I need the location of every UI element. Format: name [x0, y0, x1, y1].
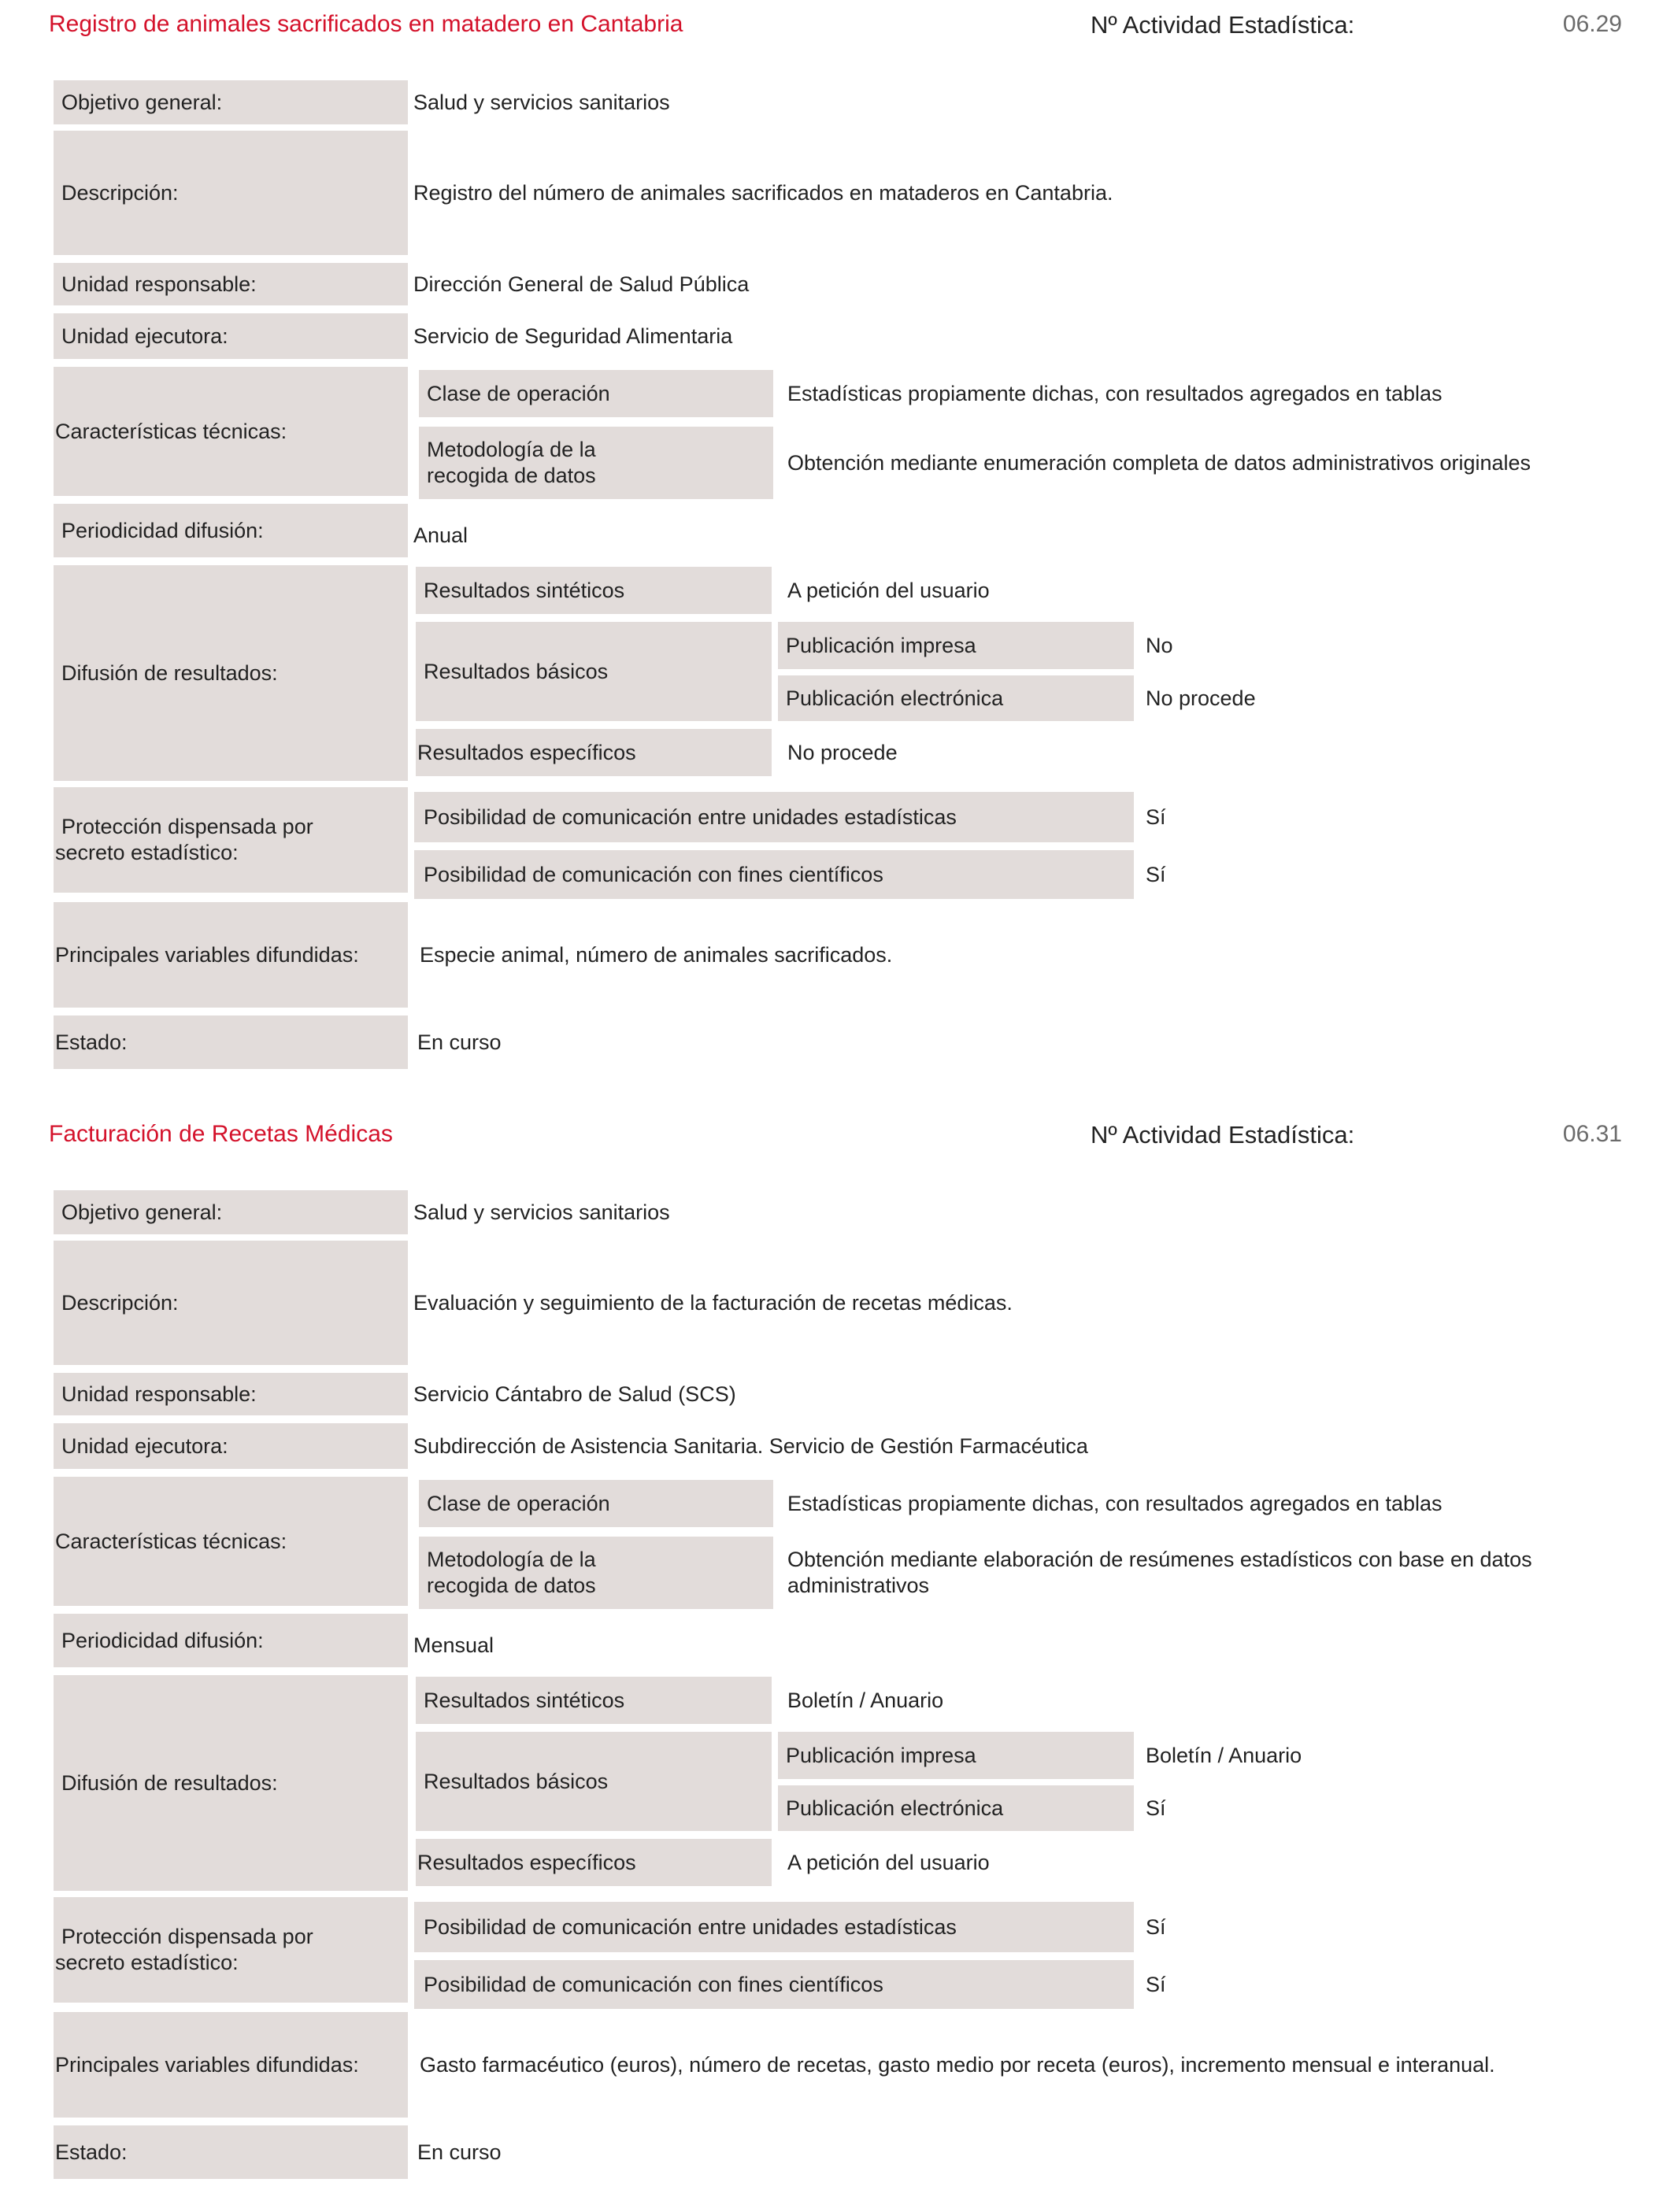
- publicacion-impresa-value: No: [1146, 633, 1173, 657]
- estado-label: Estado:: [54, 1015, 408, 1069]
- unidad-responsable-value: Servicio Cántabro de Salud (SCS): [413, 1382, 736, 1406]
- clase-operacion-value: Estadísticas propiamente dichas, con resultados agregados en tablas: [787, 1491, 1443, 1515]
- unidad-ejecutora-label: Unidad ejecutora:: [54, 313, 408, 359]
- estado-label: Estado:: [54, 2125, 408, 2179]
- unidad-ejecutora-value: Subdirección de Asistencia Sanitaria. Servicio de Gestión Farmacéutica: [413, 1433, 1088, 1458]
- publicacion-electronica-label: Publicación electrónica: [778, 675, 1134, 721]
- descripcion-label: Descripción:: [54, 131, 408, 255]
- proteccion-label-line-1: Protección dispensada por: [61, 815, 313, 838]
- activity-number: 06.29: [1562, 11, 1622, 37]
- publicacion-impresa-label: Publicación impresa: [778, 622, 1134, 669]
- estado-value: En curso: [417, 2140, 502, 2164]
- estado-value: En curso: [417, 1030, 502, 1054]
- unidad-responsable-label: Unidad responsable:: [54, 263, 408, 305]
- caracteristicas-label: Características técnicas:: [54, 1477, 408, 1606]
- proteccion-label-line-2: secreto estadístico:: [55, 1951, 239, 1974]
- variables-value: Gasto farmacéutico (euros), número de recetas, gasto medio por receta (euros), incremento mensual e interanual.: [420, 2052, 1495, 2077]
- objetivo-value: Salud y servicios sanitarios: [413, 1200, 670, 1224]
- metodologia-label: [419, 1537, 773, 1609]
- resultados-sinteticos-value: A petición del usuario: [787, 578, 990, 602]
- comunicacion-unidades-label: Posibilidad de comunicación entre unidades estadísticas: [414, 792, 1134, 842]
- descripcion-value: Evaluación y seguimiento de la facturación de recetas médicas.: [413, 1290, 1013, 1315]
- descripcion-value: Registro del número de animales sacrificados en mataderos en Cantabria.: [413, 180, 1113, 205]
- clase-operacion-label: Clase de operación: [419, 1480, 773, 1527]
- variables-value: Especie animal, número de animales sacrificados.: [420, 942, 893, 967]
- resultados-sinteticos-value: Boletín / Anuario: [787, 1688, 944, 1712]
- publicacion-impresa-label: Publicación impresa: [778, 1732, 1134, 1779]
- publicacion-electronica-label: Publicación electrónica: [778, 1785, 1134, 1831]
- publicacion-electronica-value: Sí: [1146, 1796, 1166, 1820]
- resultados-sinteticos-label: Resultados sintéticos: [416, 1677, 772, 1724]
- metodologia-value: Obtención mediante elaboración de resúmenes estadísticos con base en datos administrativos: [787, 1548, 1532, 1597]
- descripcion-label: Descripción:: [54, 1241, 408, 1365]
- unidad-responsable-label: Unidad responsable:: [54, 1373, 408, 1415]
- activity-number: 06.31: [1562, 1121, 1622, 1147]
- comunicacion-unidades-label: Posibilidad de comunicación entre unidades estadísticas: [414, 1902, 1134, 1952]
- difusion-label: Difusión de resultados:: [54, 565, 408, 781]
- resultados-basicos-label: Resultados básicos: [416, 1732, 772, 1831]
- comunicacion-unidades-value: Sí: [1146, 805, 1166, 829]
- activity-number-label: Nº Actividad Estadística:: [1091, 1121, 1355, 1149]
- clase-operacion-value: Estadísticas propiamente dichas, con resultados agregados en tablas: [787, 381, 1443, 405]
- comunicacion-cientificos-label: Posibilidad de comunicación con fines científicos: [414, 1960, 1134, 2009]
- unidad-ejecutora-value: Servicio de Seguridad Alimentaria: [413, 324, 733, 348]
- proteccion-label-line-1: Protección dispensada por: [61, 1925, 313, 1948]
- resultados-especificos-label: Resultados específicos: [416, 1839, 772, 1886]
- periodicidad-value: Anual: [413, 523, 468, 547]
- statistical-activity-sheet: [0, 0, 1674, 1102]
- metodologia-label-line-2: recogida de datos: [427, 1574, 596, 1597]
- proteccion-label-line-2: secreto estadístico:: [55, 841, 239, 864]
- metodologia-label-line-1: Metodología de la: [427, 1548, 596, 1571]
- comunicacion-cientificos-label: Posibilidad de comunicación con fines científicos: [414, 850, 1134, 899]
- clase-operacion-label: Clase de operación: [419, 370, 773, 417]
- metodologia-label: [419, 427, 773, 499]
- resultados-especificos-value: No procede: [787, 740, 898, 764]
- variables-label: Principales variables difundidas:: [54, 2012, 408, 2118]
- resultados-basicos-label: Resultados básicos: [416, 622, 772, 721]
- metodologia-value: Obtención mediante enumeración completa de datos administrativos originales: [787, 450, 1531, 475]
- periodicidad-label: Periodicidad difusión:: [54, 504, 408, 557]
- resultados-especificos-value: A petición del usuario: [787, 1850, 990, 1874]
- difusion-label: Difusión de resultados:: [54, 1675, 408, 1891]
- objetivo-value: Salud y servicios sanitarios: [413, 90, 670, 114]
- activity-title: Facturación de Recetas Médicas: [49, 1121, 393, 1147]
- proteccion-label: [54, 787, 408, 893]
- activity-title: Registro de animales sacrificados en matadero en Cantabria: [49, 11, 683, 37]
- periodicidad-value: Mensual: [413, 1633, 494, 1657]
- comunicacion-unidades-value: Sí: [1146, 1914, 1166, 1939]
- variables-label: Principales variables difundidas:: [54, 902, 408, 1008]
- comunicacion-cientificos-value: Sí: [1146, 1972, 1166, 1996]
- objetivo-label: Objetivo general:: [54, 1190, 408, 1234]
- proteccion-label: [54, 1897, 408, 2003]
- unidad-ejecutora-label: Unidad ejecutora:: [54, 1423, 408, 1469]
- objetivo-label: Objetivo general:: [54, 80, 408, 124]
- statistical-activity-sheet: [0, 1110, 1674, 2212]
- metodologia-label-line-2: recogida de datos: [427, 464, 596, 487]
- periodicidad-label: Periodicidad difusión:: [54, 1614, 408, 1667]
- publicacion-impresa-value: Boletín / Anuario: [1146, 1743, 1302, 1767]
- comunicacion-cientificos-value: Sí: [1146, 862, 1166, 886]
- publicacion-electronica-value: No procede: [1146, 686, 1256, 710]
- metodologia-label-line-1: Metodología de la: [427, 438, 596, 461]
- resultados-sinteticos-label: Resultados sintéticos: [416, 567, 772, 614]
- unidad-responsable-value: Dirección General de Salud Pública: [413, 272, 750, 296]
- caracteristicas-label: Características técnicas:: [54, 367, 408, 496]
- activity-number-label: Nº Actividad Estadística:: [1091, 11, 1355, 39]
- resultados-especificos-label: Resultados específicos: [416, 729, 772, 776]
